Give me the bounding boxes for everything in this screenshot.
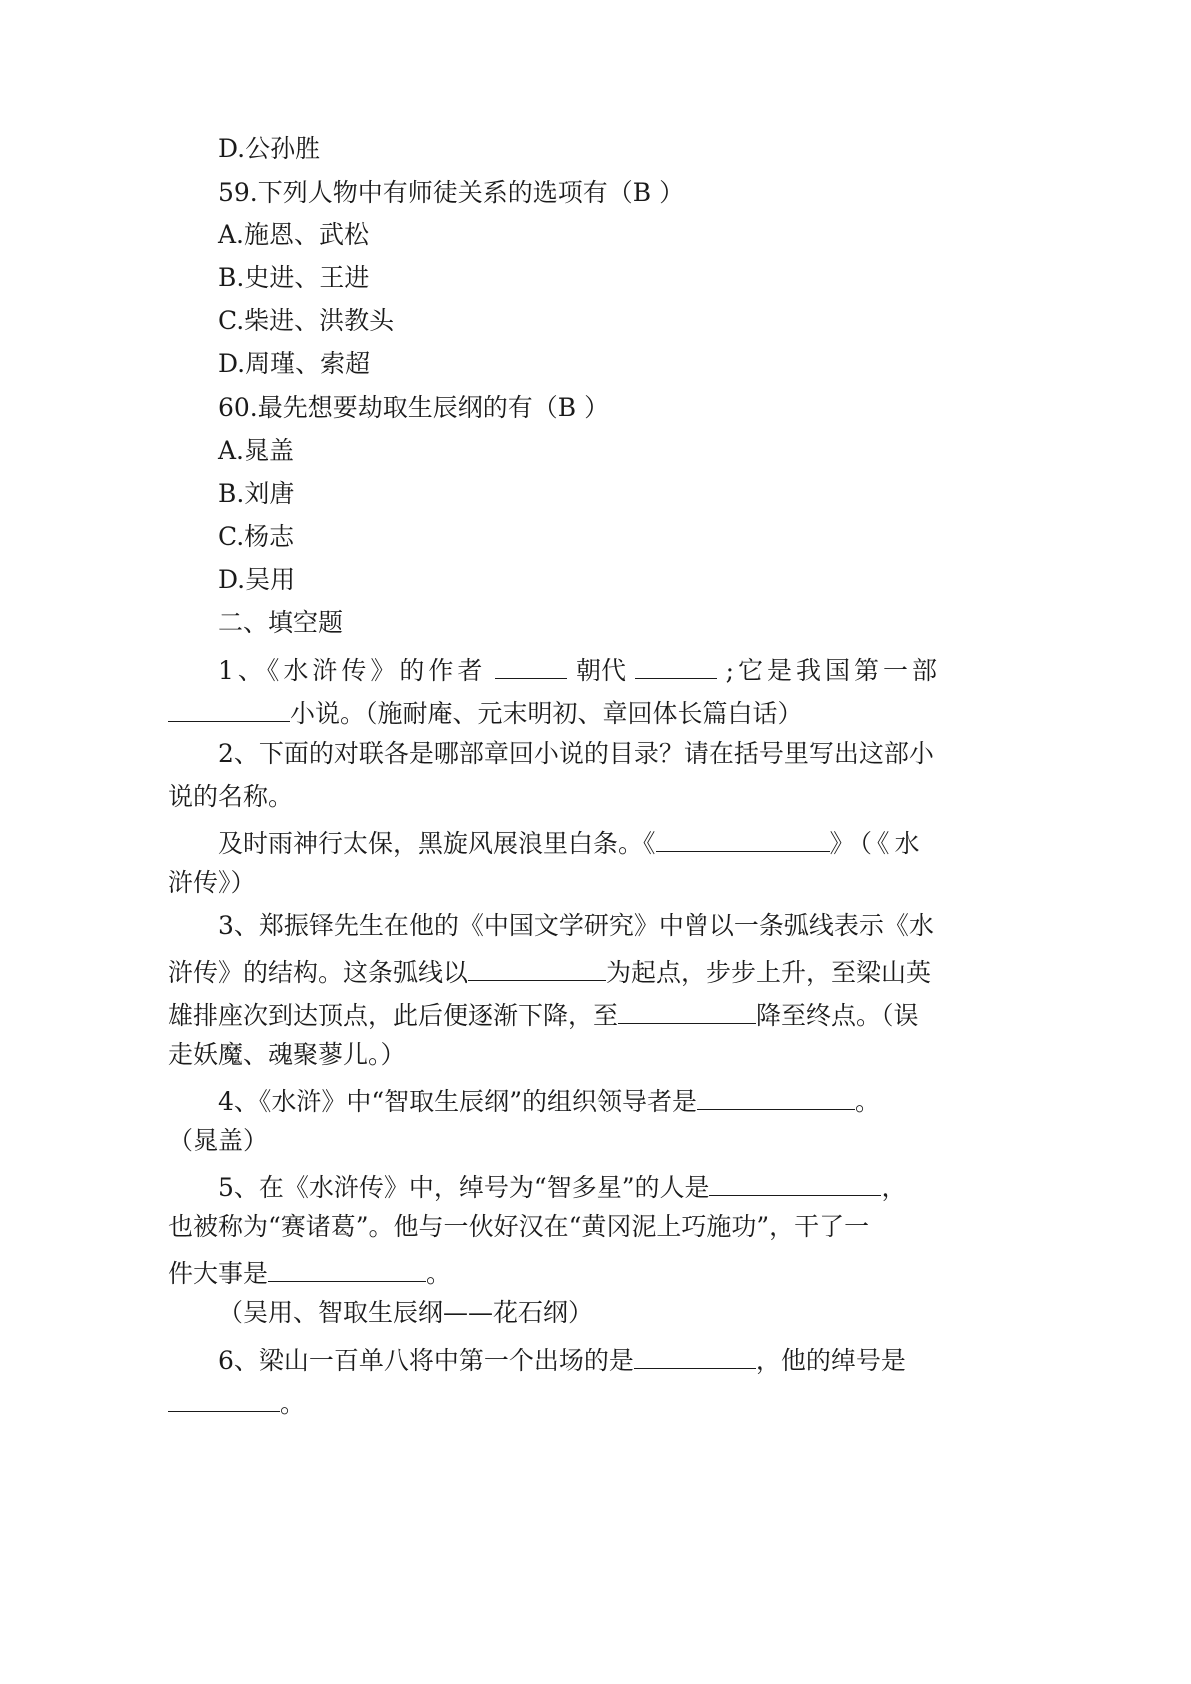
- q4-blank-leader: [697, 1085, 855, 1110]
- option-d-q60: D.吴用: [218, 565, 296, 594]
- q2-blank-novel: [656, 827, 830, 852]
- fill-question-3-line2: [168, 956, 931, 985]
- q6-text-a: 6、梁山一百单八将中第一个出场的是: [218, 1346, 634, 1375]
- fill-question-5-line2: 也被称为“赛诸葛”。他与一伙好汉在“黄冈泥上巧施功”，干了一: [168, 1212, 870, 1241]
- q6-blank-nickname: [168, 1387, 280, 1412]
- fill-question-2-line2: 说的名称。: [168, 782, 294, 811]
- q3-text-b: 为起点，步步上升，至梁山英: [606, 958, 932, 987]
- fill-question-1-line2: [168, 697, 803, 726]
- fill-question-1: [218, 654, 941, 683]
- q6-text-b: ，他的绰号是: [755, 1346, 906, 1375]
- q5-text-c: 件大事是: [168, 1259, 269, 1288]
- q5-blank-event: [268, 1257, 426, 1282]
- q5-text-d: 。: [426, 1259, 452, 1288]
- option-c-q59: C.柴进、洪教头: [218, 306, 395, 335]
- fill-question-5-line3: [168, 1257, 451, 1286]
- fill-question-2-line4: 浒传》）: [168, 868, 256, 897]
- q1-text-c: ;它是我国第一部: [725, 656, 941, 685]
- q5-text-b: ，: [881, 1173, 907, 1202]
- q3-blank-end: [618, 999, 756, 1024]
- q1-blank-genre: [168, 697, 290, 722]
- q4-text-a: 4、《水浒》中“智取生辰纲”的组织领导者是: [218, 1087, 697, 1116]
- fill-question-6: [218, 1344, 906, 1373]
- option-b-q59: B.史进、王进: [218, 263, 370, 292]
- q1-text-d: 小说。（施耐庵、元末明初、章回体长篇白话）: [290, 699, 803, 728]
- question-60: 60.最先想要劫取生辰纲的有（B ）: [218, 393, 610, 422]
- fill-question-3-line3: [168, 999, 919, 1028]
- question-59: 59.下列人物中有师徒关系的选项有（B ）: [218, 178, 685, 207]
- fill-question-6-line2: [168, 1387, 305, 1416]
- fill-question-2-line3: [218, 827, 941, 856]
- q1-text-b: 朝代: [575, 656, 626, 685]
- fill-question-2: 2、下面的对联各是哪部章回小说的目录？请在括号里写出这部小: [218, 739, 934, 768]
- q2-text-b: 》（《水: [829, 829, 925, 858]
- q3-text-a: 浒传》的结构。这条弧线以: [168, 958, 469, 987]
- fill-question-4-line2: （晁盖）: [168, 1126, 269, 1155]
- q1-blank-dynasty: [635, 654, 717, 679]
- fill-question-5-line4: （吴用、智取生辰纲——花石纲）: [218, 1298, 594, 1327]
- q5-text-a: 5、在《水浒传》中，绰号为“智多星”的人是: [218, 1173, 710, 1202]
- option-a-q60: A.晁盖: [218, 436, 295, 465]
- q4-text-b: 。: [854, 1087, 880, 1116]
- option-d-q59: D.周瑾、索超: [218, 349, 371, 378]
- q5-blank-person: [709, 1171, 881, 1196]
- fill-question-4: [218, 1085, 880, 1114]
- section-title: 二、填空题: [218, 608, 344, 637]
- q1-blank-author: [495, 654, 567, 679]
- q2-text-a: 及时雨神行太保，黑旋风展浪里白条。《: [218, 829, 656, 858]
- fill-question-5: [218, 1171, 907, 1200]
- fill-question-3: 3、郑振铎先生在他的《中国文学研究》中曾以一条弧线表示《水: [218, 911, 934, 940]
- q3-text-d: 降至终点。（误: [756, 1001, 919, 1030]
- q1-text-a: 1、《水浒传》的作者: [218, 656, 487, 685]
- q3-text-c: 雄排座次到达顶点，此后便逐渐下降，至: [168, 1001, 619, 1030]
- option-a-q59: A.施恩、武松: [218, 220, 370, 249]
- q6-text-c: 。: [280, 1389, 306, 1418]
- q3-blank-start: [468, 956, 606, 981]
- option-d-q58: D.公孙胜: [218, 134, 321, 163]
- option-b-q60: B.刘唐: [218, 479, 295, 508]
- q6-blank-first-hero: [634, 1344, 756, 1369]
- option-c-q60: C.杨志: [218, 522, 295, 551]
- fill-question-3-line4: 走妖魔、魂聚蓼儿。）: [168, 1040, 406, 1069]
